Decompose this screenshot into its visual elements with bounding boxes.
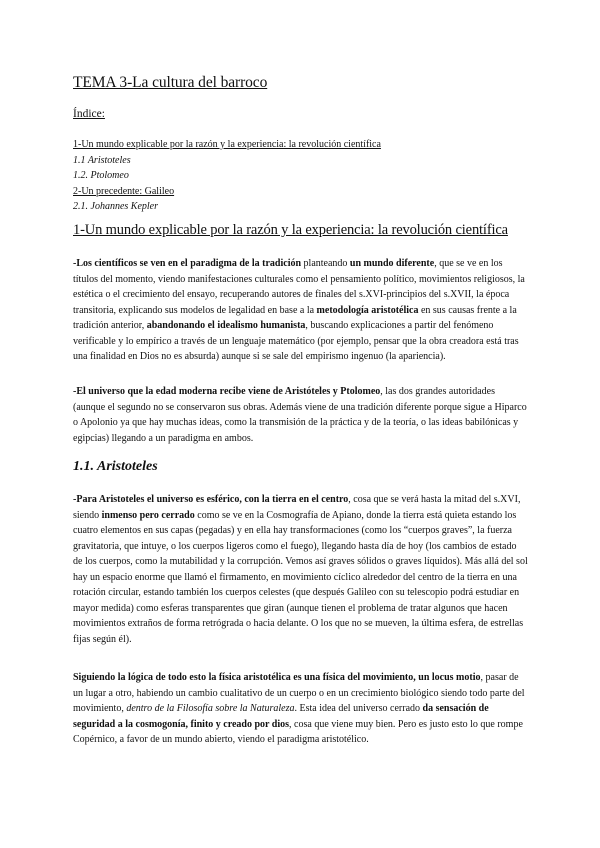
toc-item-1[interactable]: 1-Un mundo explicable por la razón y la experiencia: la revolución científica: [73, 139, 381, 150]
p1-text-2: , que se ve en los títulos del momento, viendo manifestaciones culturales como el pensamiento político, movimientos religiosos, la estética o el crecimiento del ensayo, recuperando autores de finales del s.XVI-principios del s.XVII, la época transitoria, explicando sus modelos de legalidad en base a la: [73, 258, 525, 316]
p4-text-1: , pasar de un lugar a otro, habiendo un cambio cualitativo de un cuerpo o en un crecimiento biológico siendo todo parte del movimiento,: [73, 672, 525, 714]
paragraph-2: [73, 384, 528, 446]
toc-item-1-2[interactable]: 1.2. Ptolomeo: [73, 170, 129, 181]
document-title: TEMA 3-La cultura del barroco: [73, 74, 268, 91]
index-heading: Índice:: [73, 108, 105, 120]
p1-text-4: , buscando explicaciones a partir del fenómeno verificable y lo empírico a través de un lenguaje matemático (por ejemplo, pensar que la obra creadora está tras una finalidad en Dios no es absurda) aunque si se sale del empirismo ingenuo (la apariencia).: [73, 320, 519, 362]
paragraph-1: [73, 256, 528, 365]
p4-bold-2: da sensación de seguridad a la cosmogonía, finito y creado por dios: [73, 703, 489, 730]
p2-text-1: , las dos grandes autoridades (aunque el segundo no se conservaron sus obras. Además viene de una tradición diferente porque sigue a Hiparco o Apolonio ya que hay muchas ideas, como la transmisión de la práctica y de la teoría, o las ideas babilónicas y egipcias) llegando a un paradigma en ambos.: [73, 386, 527, 444]
toc-item-2[interactable]: 2-Un precedente: Galileo: [73, 185, 175, 197]
section-1-1-heading: 1.1. Aristoteles: [73, 459, 158, 474]
p1-text-1: planteando: [301, 258, 350, 269]
p3-text-1: , cosa que se verá hasta la mitad del s.XVI, siendo: [73, 494, 521, 521]
p1-bold-1: -Los científicos se ven en el paradigma de la tradición: [73, 258, 302, 269]
p3-bold-1: -Para Aristoteles el universo es esférico, con la tierra en el centro: [73, 494, 349, 505]
table-of-contents: [73, 137, 533, 215]
p1-bold-4: abandonando el idealismo humanista: [146, 320, 306, 331]
p4-text-3: , cosa que viene muy bien. Pero es justo esto lo que rompe Copérnico, a favor de un mundo abierto, viendo el paradigma aristotélico.: [73, 718, 523, 745]
p1-bold-3: metodología aristotélica: [316, 304, 419, 316]
p3-text-2: como se ve en la Cosmografía de Apiano, donde la tierra está quieta estando los cuatro elementos en sus capas (pegadas) y en ella hay transformaciones (como los “cuerpos graves”, la fuerza gravitatoria, que intuye, o los cuerpos ligeros como el fuego), llegando hasta día de hoy (los cambios de estado de los cuerpos, como la mutabilidad y la corrupción. Vemos así graves sólidos o graves líquidos). Más allá del sol hay un espacio enorme que llamó el firmamento, en movimiento cíclico alrededor del centro de la tierra en una rotación circular, estando también los cuerpos celestes (que después Galileo con su telescopio podrá estudiar en mayor medida) como esferas transparentes que giran (aunque tienen el problema de tratar algunos que hacen movimientos extraños de forma retrógrada o hacia delante. O los que no se mueven, la última esfera, de estrellas fijas según él).: [73, 509, 528, 645]
p3-bold-2: inmenso pero cerrado: [101, 509, 195, 521]
toc-item-2-1[interactable]: 2.1. Johannes Kepler: [73, 201, 158, 212]
p2-bold-1: -El universo que la edad moderna recibe viene de Aristóteles y Ptolomeo: [73, 386, 381, 397]
p1-bold-2: un mundo diferente: [349, 258, 435, 269]
p4-italic-1: dentro de la Filosofía sobre la Naturaleza: [126, 703, 295, 714]
paragraph-4: [73, 670, 528, 748]
p1-text-3: en sus causas frente a la tradición anterior,: [73, 304, 517, 331]
toc-item-1-1[interactable]: 1.1 Aristoteles: [73, 154, 131, 166]
section-1-heading: 1-Un mundo explicable por la razón y la experiencia: la revolución científica: [73, 222, 508, 238]
paragraph-3: [73, 492, 528, 647]
p4-text-2: . Esta idea del universo cerrado: [294, 703, 423, 714]
p4-bold-1: Siguiendo la lógica de todo esto la física aristotélica es una física del movimiento, un locus motio: [73, 672, 481, 683]
